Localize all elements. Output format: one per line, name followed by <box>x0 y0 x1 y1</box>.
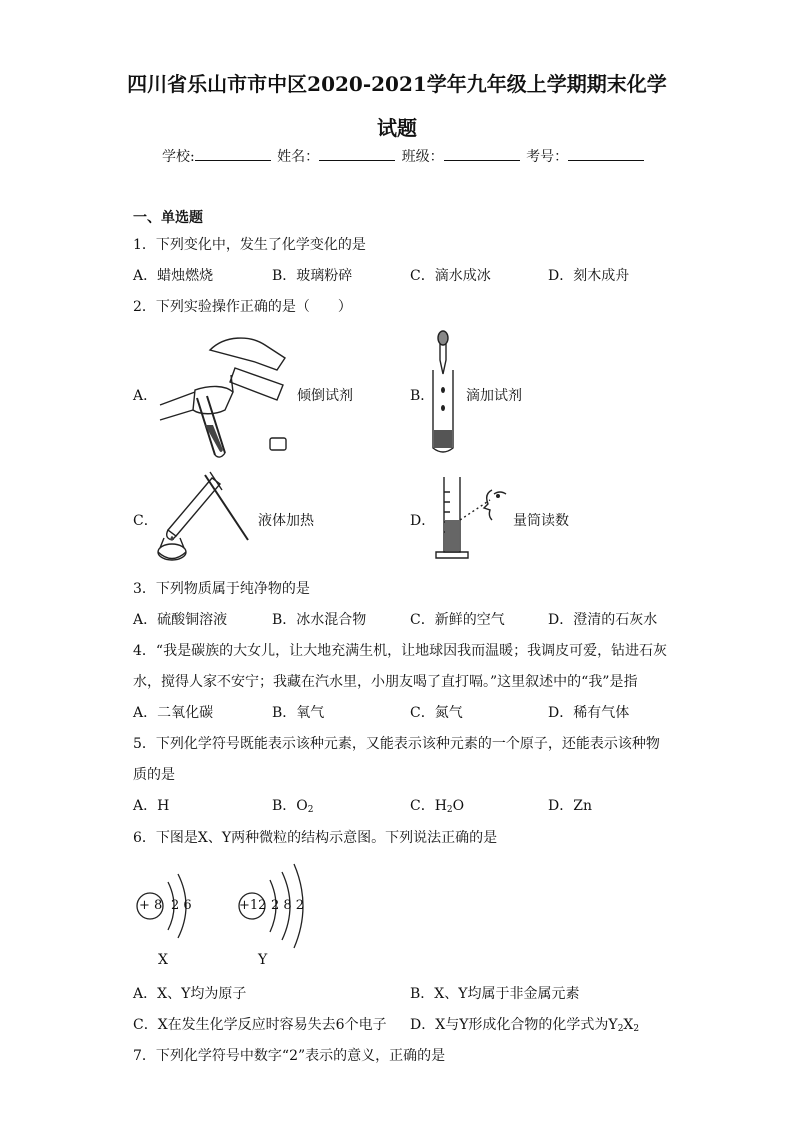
q1-option-d: D．刻木成舟 <box>548 268 630 284</box>
q3-option-d: D．澄清的石灰水 <box>548 612 658 628</box>
number-label: 考号： <box>526 149 569 165</box>
section-heading: 一、单选题 <box>133 210 203 226</box>
q2-option-a-label: A． <box>133 388 158 404</box>
school-label: 学校: <box>162 149 195 165</box>
q4-stem-line2: 水，搅得人家不安宁；我藏在汽水里，小朋友喝了直打嗝。”这里叙述中的“我”是指 <box>133 674 638 690</box>
y-electron-shells: 2 8 2 <box>271 898 305 913</box>
q3-option-b: B．冰水混合物 <box>272 612 367 628</box>
dropper-illustration <box>428 330 458 455</box>
q6-option-c: C．X在发生化学反应时容易失去6个电子 <box>133 1017 387 1033</box>
q1-option-a: A．蜡烛燃烧 <box>133 268 214 284</box>
exam-title-line1: 四川省乐山市市中区2020-2021学年九年级上学期期末化学 <box>127 72 667 96</box>
class-label: 班级： <box>401 149 444 165</box>
pouring-reagent-illustration <box>155 330 300 460</box>
q6-option-b: B．X、Y均属于非金属元素 <box>410 986 580 1002</box>
q4-stem-line1: 4．“我是碳族的大女儿，让大地充满生机，让地球因我而温暖；我调皮可爱，钻进石灰 <box>133 643 668 659</box>
x-particle-label: X <box>158 952 168 968</box>
x-electron-shells: 2 6 <box>171 898 192 913</box>
q6-stem: 6．下图是X、Y两种微粒的结构示意图。下列说法正确的是 <box>133 830 498 846</box>
student-info-row <box>162 146 646 166</box>
q1-option-b: B．玻璃粉碎 <box>272 268 353 284</box>
q2-option-a-caption: 倾倒试剂 <box>297 388 353 404</box>
q2-option-d-caption: 量筒读数 <box>513 513 569 529</box>
q1-stem: 1．下列变化中，发生了化学变化的是 <box>133 237 366 253</box>
y-particle-label: Y <box>258 952 268 968</box>
q2-option-d-label: D． <box>410 513 436 529</box>
q5-option-b: B．$O_2$ <box>272 798 314 815</box>
name-label: 姓名： <box>277 149 320 165</box>
q5-stem-line1: 5．下列化学符号既能表示该种元素，又能表示该种元素的一个原子，还能表示该种物 <box>133 736 660 752</box>
q6-option-d: D．X与Y形成化合物的化学式为$Y_2X_2$ <box>410 1017 640 1034</box>
q6-option-a: A．X、Y均为原子 <box>133 986 247 1002</box>
q3-option-a: A．硫酸铜溶液 <box>133 612 228 628</box>
liquid-heating-illustration <box>150 470 255 565</box>
q2-option-b-label: B． <box>410 388 435 404</box>
q5-option-d: D．Zn <box>548 798 592 814</box>
q5-option-c: C．$H_2O$ <box>410 798 465 815</box>
q5-option-a: A．H <box>133 798 170 814</box>
x-nucleus-charge: + 8 <box>139 898 163 913</box>
q2-option-b-caption: 滴加试剂 <box>466 388 522 404</box>
q4-option-a: A．二氧化碳 <box>133 705 214 721</box>
q2-option-c-caption: 液体加热 <box>258 513 314 529</box>
q3-option-c: C．新鲜的空气 <box>410 612 505 628</box>
class-blank[interactable] <box>444 146 520 161</box>
q5-stem-line2: 质的是 <box>133 767 175 783</box>
y-nucleus-charge: +12 <box>239 898 267 913</box>
q1-option-c: C．滴水成冰 <box>410 268 491 284</box>
q4-option-c: C．氮气 <box>410 705 463 721</box>
q2-stem: 2．下列实验操作正确的是（ ） <box>133 299 352 315</box>
q2-option-c-label: C． <box>133 513 158 529</box>
q4-option-b: B．氧气 <box>272 705 325 721</box>
school-blank[interactable] <box>195 146 271 161</box>
name-blank[interactable] <box>319 146 395 161</box>
exam-title-line2: 试题 <box>377 116 417 140</box>
q3-stem: 3．下列物质属于纯净物的是 <box>133 581 310 597</box>
q7-stem: 7．下列化学符号中数字“2”表示的意义，正确的是 <box>133 1048 446 1064</box>
number-blank[interactable] <box>568 146 644 161</box>
cylinder-reading-illustration <box>432 472 512 564</box>
q4-option-d: D．稀有气体 <box>548 705 630 721</box>
